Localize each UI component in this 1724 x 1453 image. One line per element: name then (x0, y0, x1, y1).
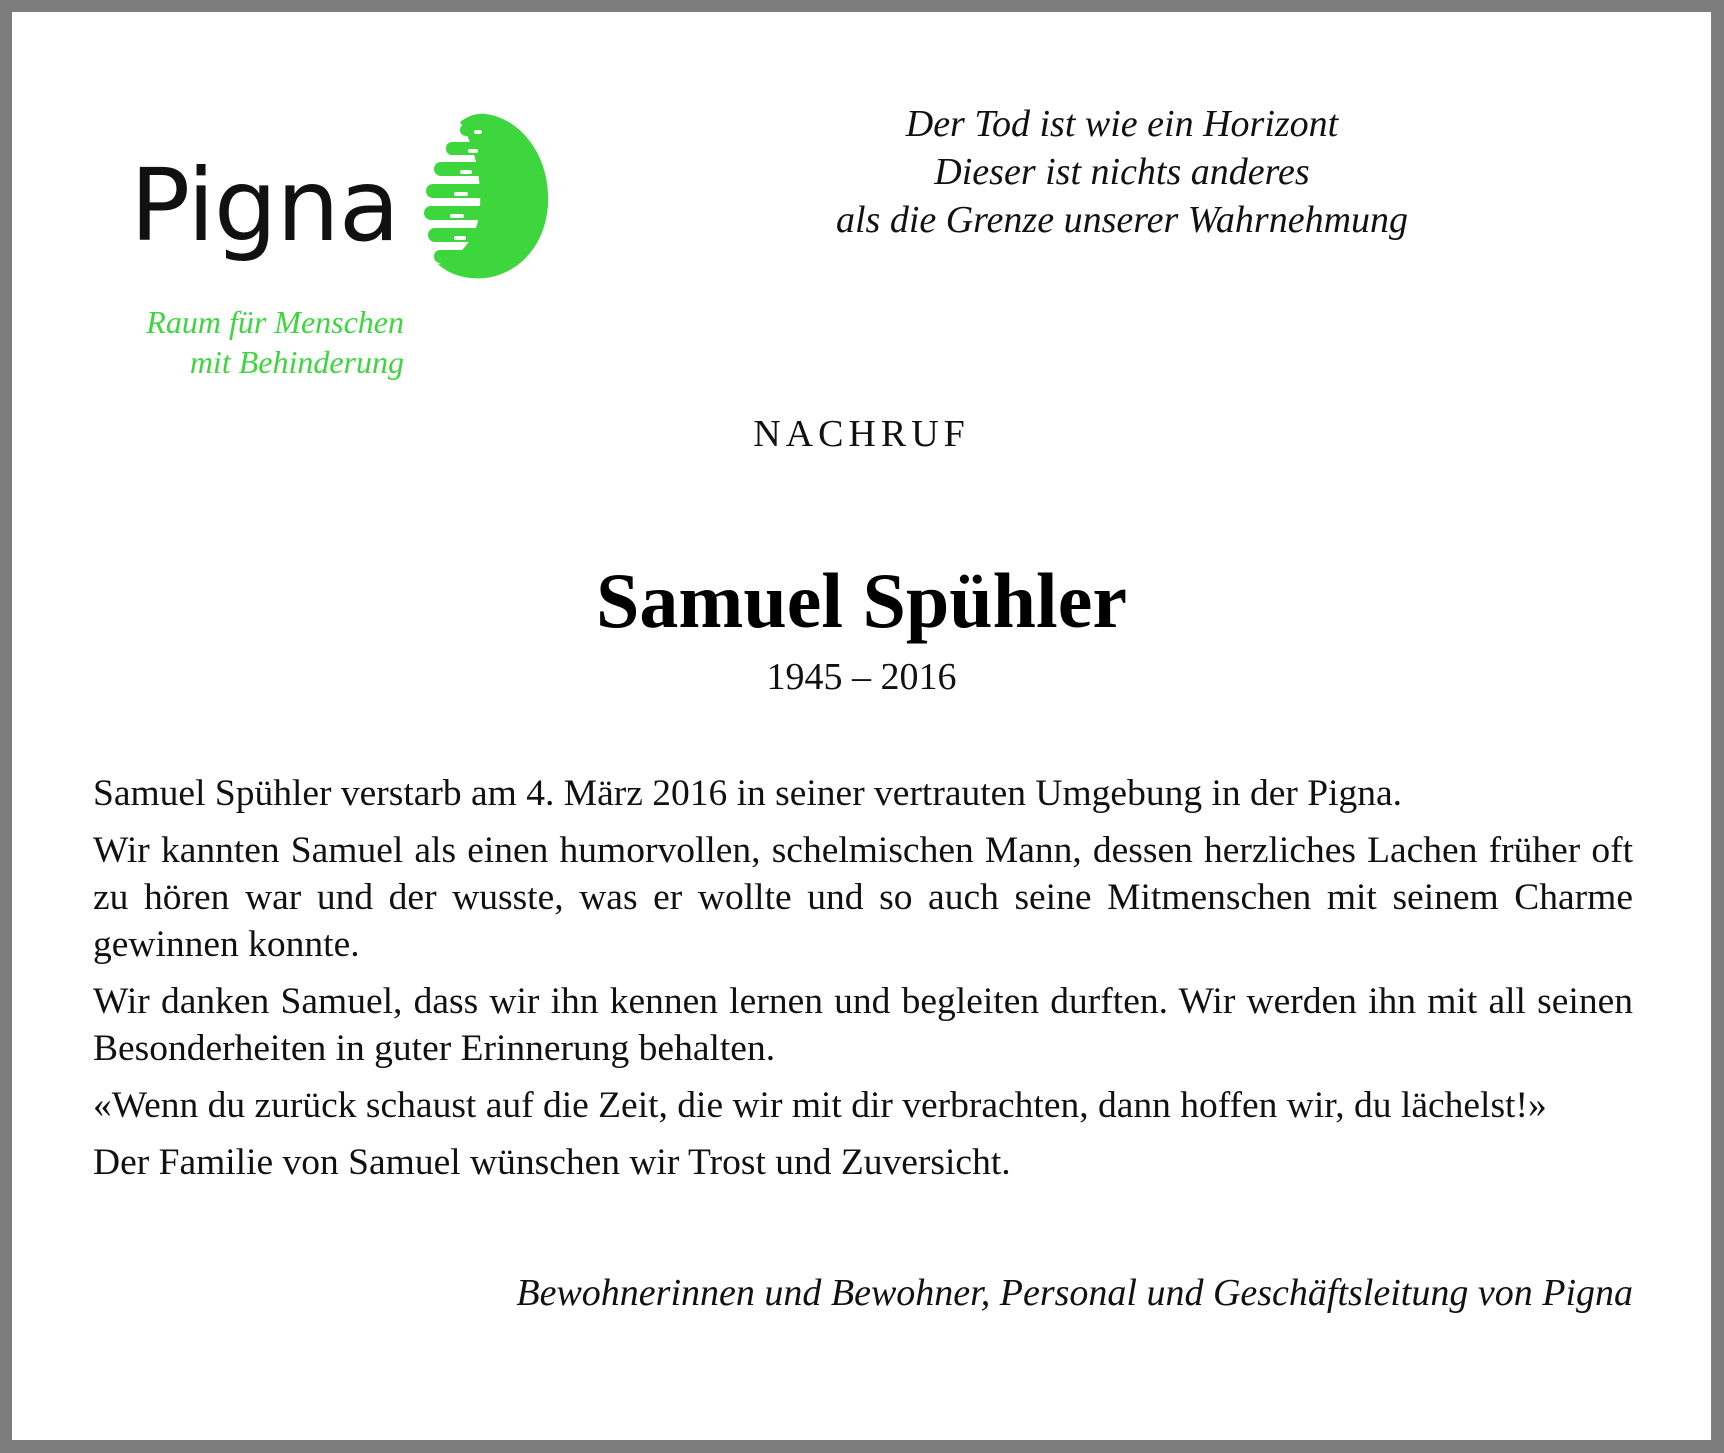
obituary-body (93, 770, 1633, 1196)
body-paragraph-1: Samuel Spühler verstarb am 4. März 2016 in seiner vertrauten Umgebung in der Pigna. (93, 773, 1403, 814)
obituary-page (12, 12, 1711, 1440)
body-paragraph-2: Wir kannten Samuel als einen humorvollen, schelmischen Mann, dessen herzliches Lachen früher oft zu hören war und der wusste, was er wollte und so auch seine Mitmenschen mit seinem Charme gewinnen konnte. (93, 830, 1633, 965)
pine-cone-icon (420, 108, 550, 280)
motto-quote (772, 100, 1472, 244)
body-paragraph-5: Der Familie von Samuel wünschen wir Trost und Zuversicht. (93, 1142, 1011, 1183)
pigna-logo (112, 102, 572, 392)
motto-line-3: als die Grenze unserer Wahrnehmung (835, 199, 1409, 241)
logo-tagline-line-2: mit Behinderung (189, 344, 404, 380)
obituary-heading: NACHRUF (753, 413, 970, 455)
body-paragraph-4: «Wenn du zurück schaust auf die Zeit, die wir mit dir verbrachten, dann hoffen wir, du lächelst!» (93, 1085, 1547, 1126)
signature: Bewohnerinnen und Bewohner, Personal und Geschäftsleitung von Pigna (516, 1272, 1633, 1314)
logo-tagline-line-1: Raum für Menschen (146, 304, 404, 340)
logo-tagline (104, 302, 404, 382)
motto-line-2: Dieser ist nichts anderes (934, 151, 1310, 193)
deceased-name: Samuel Spühler (596, 557, 1127, 644)
logo-wordmark: Pigna (130, 147, 400, 264)
body-paragraph-3: Wir danken Samuel, dass wir ihn kennen lernen und begleiten durften. Wir werden ihn mit all seinen Besonderheiten in guter Erinnerung behalten. (93, 981, 1633, 1069)
life-years: 1945 – 2016 (766, 656, 957, 698)
motto-line-1: Der Tod ist wie ein Horizont (905, 103, 1339, 145)
